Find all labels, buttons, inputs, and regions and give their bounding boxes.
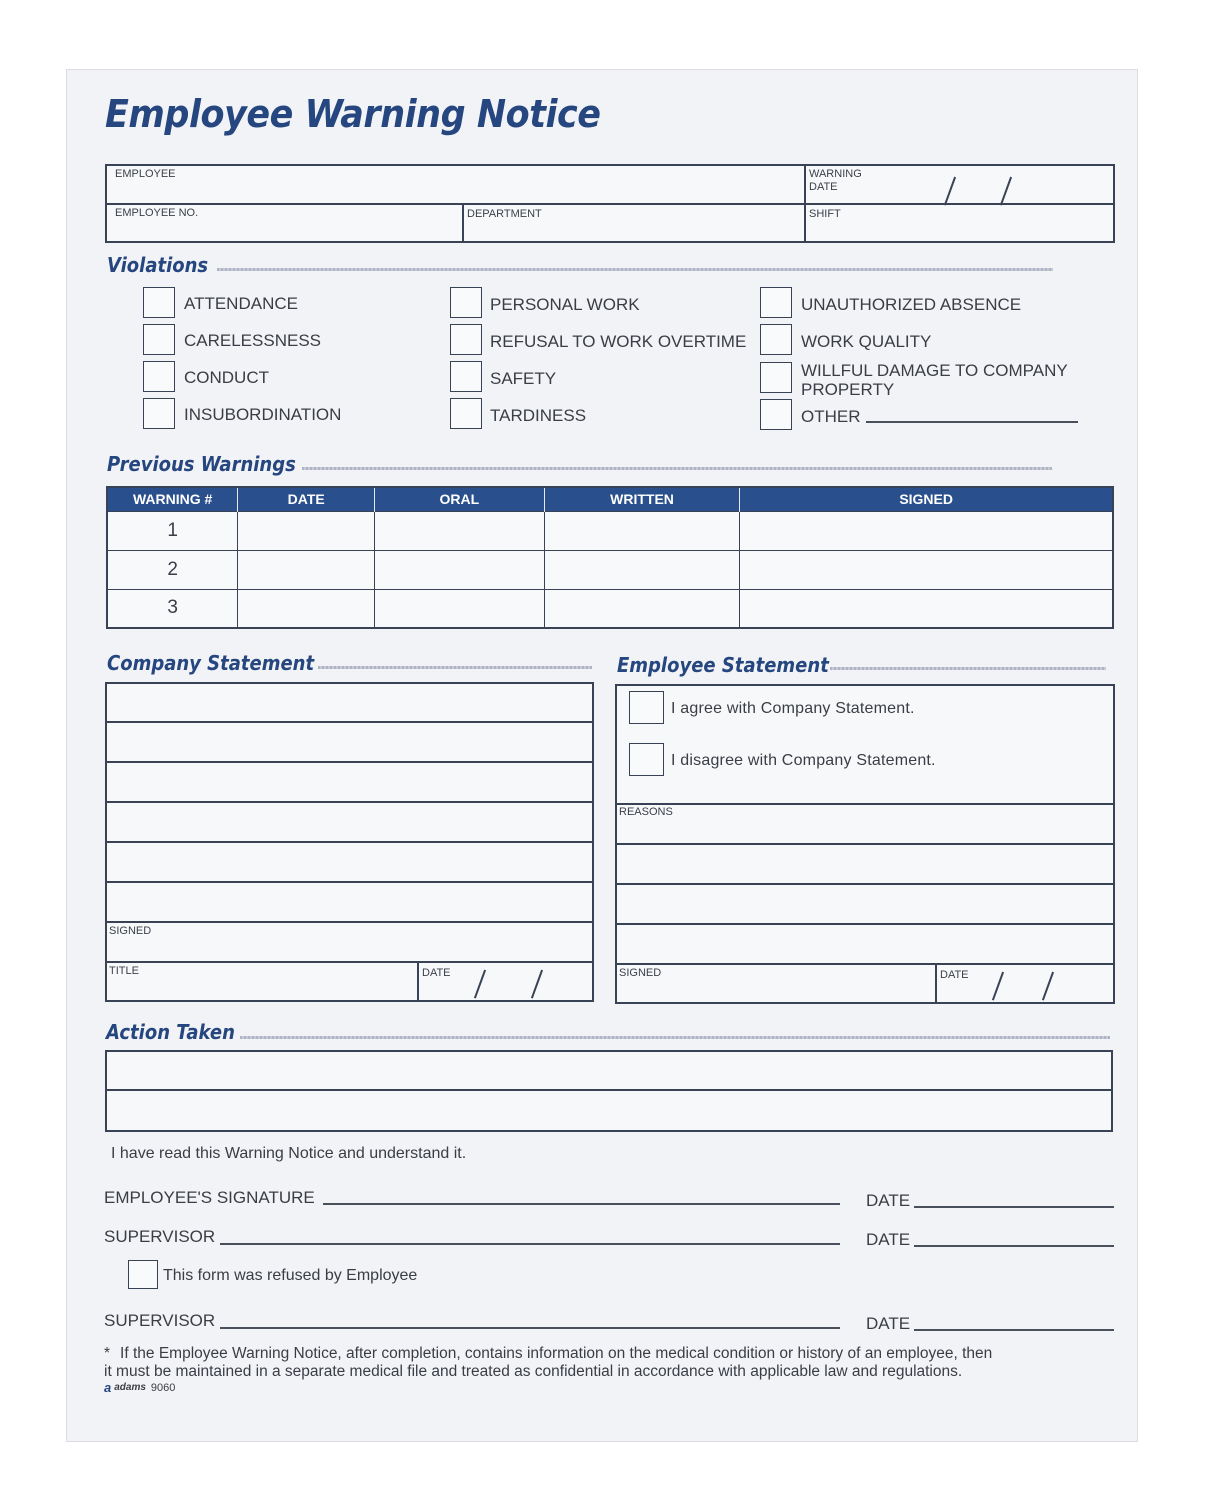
reasons-field[interactable] xyxy=(617,805,1113,843)
brand-name: adams xyxy=(114,1382,146,1393)
table-row xyxy=(107,589,1113,628)
signed-label: SIGNED xyxy=(619,967,662,979)
violation-label: WILLFUL DAMAGE TO COMPANY xyxy=(801,361,1068,380)
oral-cell[interactable] xyxy=(375,550,545,589)
date-separator xyxy=(992,972,1004,1001)
checkbox-safety[interactable] xyxy=(450,361,482,392)
signed-cell[interactable] xyxy=(740,511,1113,550)
warning-date-label-line2: DATE xyxy=(809,181,838,193)
violation-label: CARELESSNESS xyxy=(184,331,321,350)
disagree-label: I disagree with Company Statement. xyxy=(671,752,936,769)
other-specify-line[interactable] xyxy=(866,421,1078,423)
supervisor-label: SUPERVISOR xyxy=(104,1227,216,1246)
warning-number-cell: 2 xyxy=(107,550,238,589)
section-rule xyxy=(318,666,592,669)
footnote-line-1 xyxy=(104,1345,992,1363)
checkbox-refused[interactable] xyxy=(128,1260,158,1289)
employee-statement-heading: Employee Statement xyxy=(617,653,829,677)
column-header: DATE xyxy=(238,487,375,511)
footnote-star: * xyxy=(104,1345,111,1362)
company-statement-heading: Company Statement xyxy=(107,651,315,675)
action-taken-line[interactable] xyxy=(107,1091,1111,1130)
violation-label: UNAUTHORIZED ABSENCE xyxy=(801,295,1022,314)
form-title: Employee Warning Notice xyxy=(105,92,601,136)
section-rule xyxy=(217,268,1053,271)
written-cell[interactable] xyxy=(544,550,740,589)
warning-number-cell: 1 xyxy=(107,511,238,550)
section-rule xyxy=(240,1036,1110,1039)
written-cell[interactable] xyxy=(544,589,740,628)
supervisor-date-line-2[interactable] xyxy=(914,1329,1114,1331)
violation-label: TARDINESS xyxy=(490,406,587,425)
action-taken-line[interactable] xyxy=(107,1052,1111,1089)
company-date-field[interactable] xyxy=(419,963,592,1000)
action-taken-heading: Action Taken xyxy=(106,1020,235,1044)
date-label: DATE xyxy=(866,1230,911,1249)
date-separator xyxy=(474,970,486,999)
signed-label: SIGNED xyxy=(109,925,152,937)
column-header: ORAL xyxy=(375,487,545,511)
department-field[interactable] xyxy=(464,205,803,241)
violation-label: WORK QUALITY xyxy=(801,332,932,351)
company-statement-line[interactable] xyxy=(107,803,592,841)
date-separator xyxy=(1042,972,1054,1001)
employee-signed-field[interactable] xyxy=(617,965,934,1002)
adams-logo-icon: a xyxy=(104,1380,112,1395)
violation-label: REFUSAL TO WORK OVERTIME xyxy=(490,332,747,351)
column-header: SIGNED xyxy=(740,487,1113,511)
warning-number-cell: 3 xyxy=(107,589,238,628)
employee-signature-label: EMPLOYEE'S SIGNATURE xyxy=(104,1188,315,1207)
checkbox-conduct[interactable] xyxy=(143,361,175,392)
checkbox-insubordination[interactable] xyxy=(143,398,175,429)
shift-label: SHIFT xyxy=(809,208,841,220)
warning-date-field[interactable] xyxy=(806,166,1113,202)
signed-cell[interactable] xyxy=(740,589,1113,628)
employee-date-field[interactable] xyxy=(937,965,1113,1002)
warning-date-label-line1: WARNING xyxy=(809,168,862,180)
company-title-field[interactable] xyxy=(107,963,416,1000)
date-cell[interactable] xyxy=(238,550,375,589)
reasons-line[interactable] xyxy=(617,925,1113,963)
reasons-line[interactable] xyxy=(617,885,1113,923)
title-label: TITLE xyxy=(109,965,139,977)
violation-label: CONDUCT xyxy=(184,368,269,387)
checkbox-disagree[interactable] xyxy=(629,743,664,776)
company-statement-line[interactable] xyxy=(107,723,592,761)
footnote-text-1: If the Employee Warning Notice, after completion, contains information on the medical condition or history of an employee, then xyxy=(120,1345,993,1362)
date-separator xyxy=(1000,177,1012,206)
violation-label: OTHER xyxy=(801,407,861,426)
section-rule xyxy=(302,467,1052,470)
previous-warnings-table xyxy=(106,486,1114,629)
footnote-line-2: it must be maintained in a separate medical file and treated as confidential in accordance with applicable law and regulations. xyxy=(104,1363,963,1380)
reasons-label: REASONS xyxy=(619,806,673,818)
employee-date-line[interactable] xyxy=(914,1206,1114,1208)
agree-label: I agree with Company Statement. xyxy=(671,700,915,717)
supervisor-label: SUPERVISOR xyxy=(104,1311,216,1330)
employee-no-field[interactable] xyxy=(107,205,461,241)
signed-cell[interactable] xyxy=(740,550,1113,589)
table-header-row xyxy=(107,487,1113,511)
written-cell[interactable] xyxy=(544,511,740,550)
department-label: DEPARTMENT xyxy=(467,208,542,220)
company-statement-line[interactable] xyxy=(107,883,592,921)
date-separator xyxy=(944,177,956,206)
date-cell[interactable] xyxy=(238,589,375,628)
violation-label: SAFETY xyxy=(490,369,557,388)
oral-cell[interactable] xyxy=(375,589,545,628)
reasons-line[interactable] xyxy=(617,845,1113,883)
violation-label-line2: PROPERTY xyxy=(801,380,895,399)
previous-warnings-heading: Previous Warnings xyxy=(107,452,296,476)
checkbox-work-quality[interactable] xyxy=(760,324,792,355)
company-statement-line[interactable] xyxy=(107,843,592,881)
date-label: DATE xyxy=(422,967,451,979)
acknowledgement-text: I have read this Warning Notice and understand it. xyxy=(111,1145,467,1162)
company-signed-field[interactable] xyxy=(107,923,592,961)
date-label: DATE xyxy=(940,969,969,981)
company-statement-line[interactable] xyxy=(107,684,592,722)
checkbox-unauthorized-absence[interactable] xyxy=(760,287,792,318)
violation-label: ATTENDANCE xyxy=(184,294,298,313)
employee-no-label: EMPLOYEE NO. xyxy=(115,207,199,219)
column-header: WRITTEN xyxy=(544,487,740,511)
violation-label: INSUBORDINATION xyxy=(184,405,342,424)
table-row xyxy=(107,550,1113,589)
oral-cell[interactable] xyxy=(375,511,545,550)
checkbox-personal-work[interactable] xyxy=(450,287,482,318)
refused-label: This form was refused by Employee xyxy=(163,1267,418,1284)
checkbox-agree[interactable] xyxy=(629,691,664,724)
date-label: DATE xyxy=(866,1191,911,1210)
checkbox-carelessness[interactable] xyxy=(143,324,175,355)
column-header: WARNING # xyxy=(107,487,238,511)
form-number: 9060 xyxy=(150,1381,176,1394)
employee-signature-line[interactable] xyxy=(323,1203,840,1205)
table-row xyxy=(107,511,1113,550)
employee-label: EMPLOYEE xyxy=(115,168,176,180)
section-rule xyxy=(830,667,1106,670)
checkbox-other[interactable] xyxy=(760,399,792,430)
checkbox-attendance[interactable] xyxy=(143,287,175,318)
violations-heading: Violations xyxy=(107,253,209,277)
date-cell[interactable] xyxy=(238,511,375,550)
supervisor-date-line[interactable] xyxy=(914,1245,1114,1247)
supervisor-signature-line-2[interactable] xyxy=(220,1327,840,1329)
checkbox-willful-damage[interactable] xyxy=(760,362,792,393)
supervisor-signature-line[interactable] xyxy=(220,1243,840,1245)
employee-field[interactable] xyxy=(107,166,803,202)
brand-mark xyxy=(104,1380,175,1395)
violation-label: PERSONAL WORK xyxy=(490,295,640,314)
checkbox-tardiness[interactable] xyxy=(450,398,482,429)
date-separator xyxy=(531,970,543,999)
date-label: DATE xyxy=(866,1314,911,1333)
shift-field[interactable] xyxy=(806,205,1113,241)
checkbox-refusal-overtime[interactable] xyxy=(450,324,482,355)
company-statement-line[interactable] xyxy=(107,763,592,801)
